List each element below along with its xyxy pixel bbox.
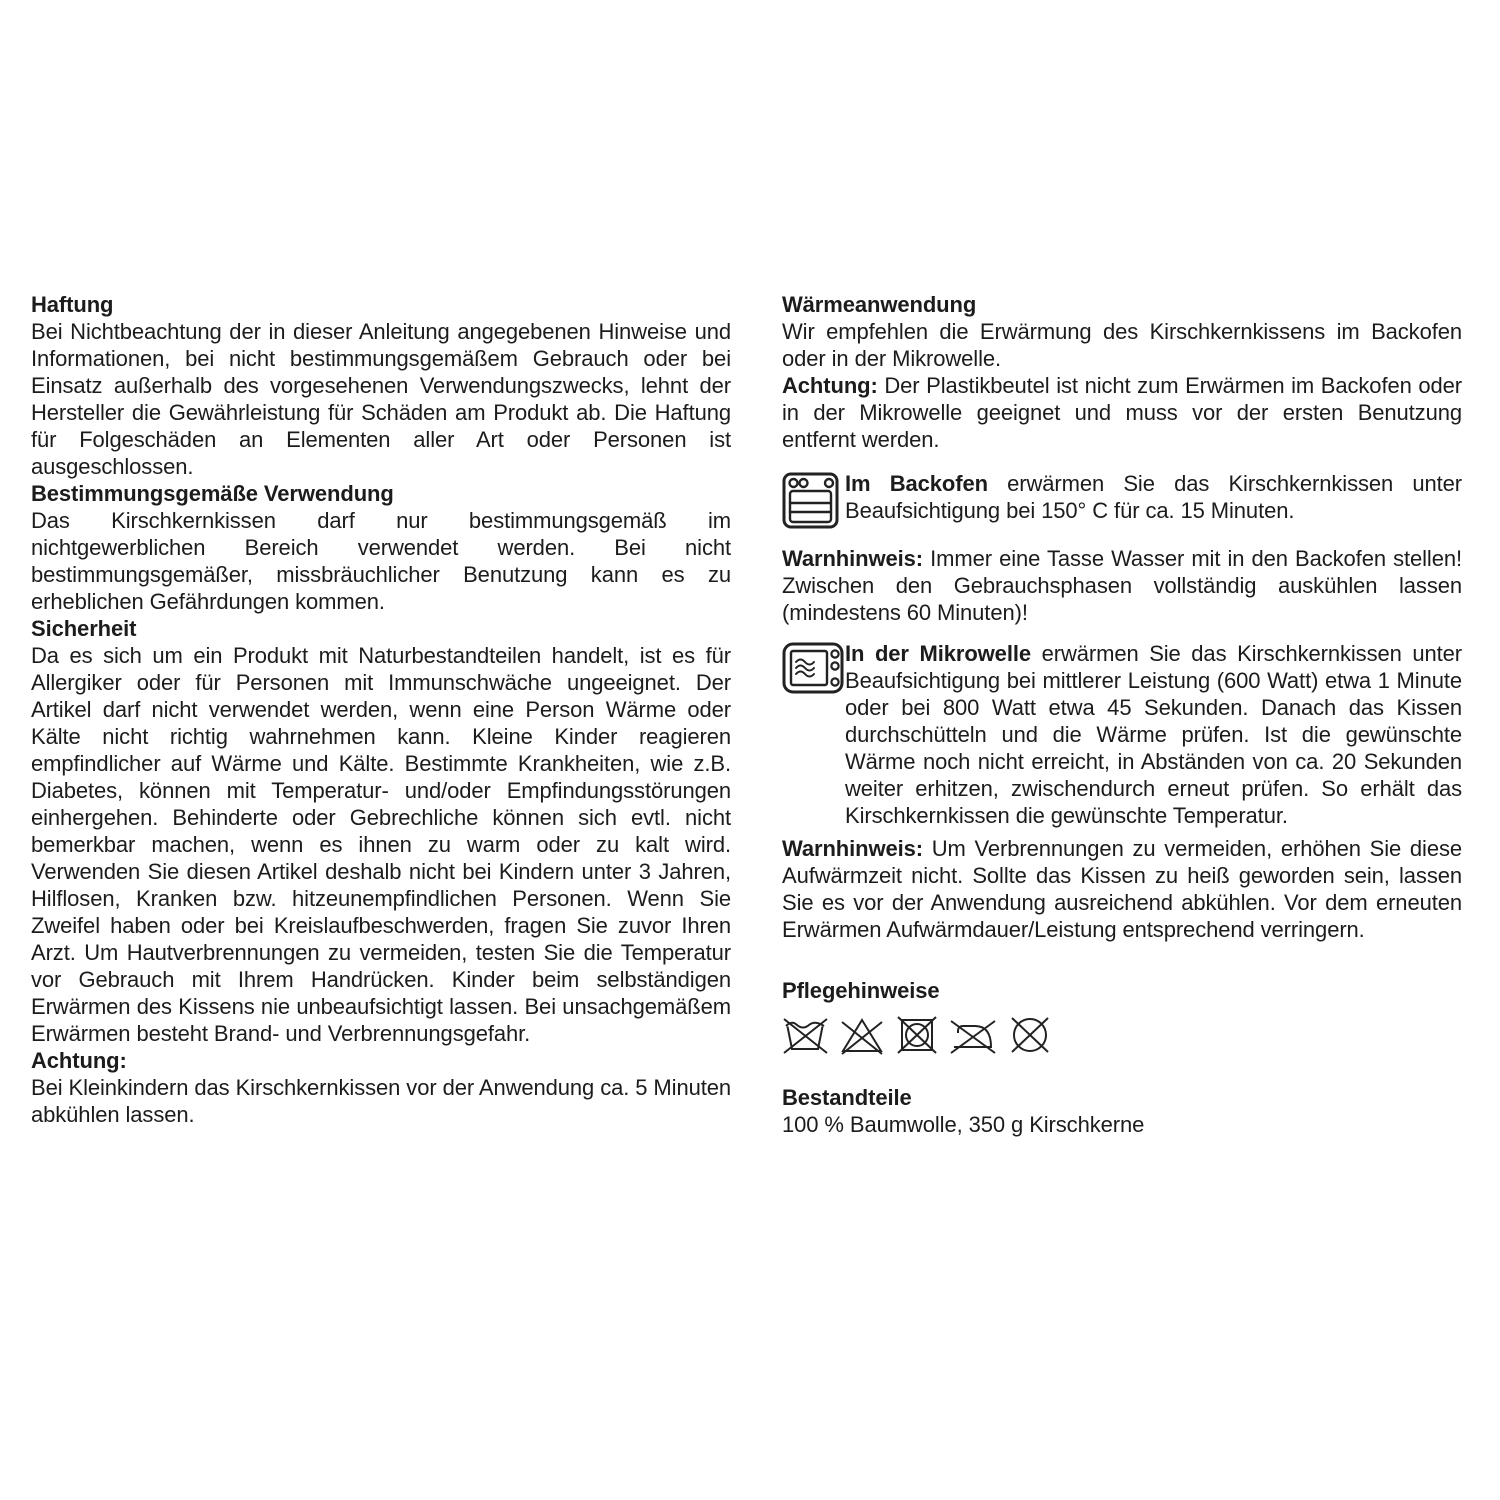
microwave-instruction [782,640,1462,829]
oven-text [845,470,1462,524]
warning-label: Warnhinweis: [782,546,923,571]
microwave-body: erwärmen Sie das Kirschkernkissen unter Beaufsichtigung bei mittlerer Leistung (600 Watt) etwa 1 Minute oder bei 800 Watt etwa 45 Sekunden. Danach das Kissen durchschütteln und die Wärme prüfen. Ist die gewünschte Wärme noch nicht erreicht, in Abständen von ca. 20 Sekunden weiter erhitzen, zwischendurch erneut prüfen. So erhält das Kirschkernkissen die gewünschte Temperatur. [845,641,1463,828]
oven-body: erwärmen Sie das Kirschkernkissen unter Beaufsichtigung bei 150° C für ca. 15 Minuten. [845,471,1462,523]
do-not-dry-clean-icon [1006,1013,1054,1057]
section-bestimmungsgemaesse-verwendung [31,480,731,615]
achtung-label: Achtung: [782,373,878,398]
section-heading: Bestimmungsgemäße Verwendung [31,481,394,506]
achtung-paragraph [782,372,1462,453]
bestandteile-heading: Bestandteile [782,1085,912,1110]
warning-label: Warnhinweis: [782,836,923,861]
left-column [31,291,731,1128]
section-heading: Achtung: [31,1048,127,1073]
section-haftung [31,291,731,480]
care-symbols [782,1013,1462,1057]
section-heading: Haftung [31,292,114,317]
microwave-text [845,640,1462,829]
do-not-wash-icon [782,1013,830,1057]
warning-microwave-paragraph [782,835,1462,943]
waermeanwendung-heading: Wärmeanwendung [782,292,977,317]
waermeanwendung-intro: Wir empfehlen die Erwärmung des Kirschkernkissens im Backofen oder in der Mikrowelle. [782,319,1462,371]
section-achtung [31,1047,731,1128]
oven-instruction [782,470,1462,535]
bestandteile-text: 100 % Baumwolle, 350 g Kirschkerne [782,1112,1145,1137]
do-not-iron-icon [949,1013,997,1057]
section-body: Bei Kleinkindern das Kirschkernkissen vor der Anwendung ca. 5 Minuten abkühlen lassen. [31,1075,731,1127]
warning-text: Immer eine Tasse Wasser mit in den Backofen stellen! Zwischen den Gebrauchsphasen vollständig auskühlen lassen (mindestens 60 Minuten)! [782,546,1462,625]
warning-text: Um Verbrennungen zu vermeiden, erhöhen Sie diese Aufwärmzeit nicht. Sollte das Kissen zu heiß geworden sein, lassen Sie es vor der Anwendung ausreichend abkühlen. Vor dem erneuten Erwärmen Aufwärmdauer/Leistung entsprechend verringern. [782,836,1462,942]
do-not-bleach-icon [839,1013,885,1057]
section-body: Bei Nichtbeachtung der in dieser Anleitung angegebenen Hinweise und Informationen, bei nicht bestimmungsgemäßem Gebrauch oder bei Einsatz außerhalb des vorgesehenen Verwendungszwecks, lehnt der Hersteller die Gewährleistung für Schäden am Produkt ab. Die Haftung für Folgeschäden an Elementen aller Art oder Personen ist ausgeschlossen. [31,319,731,479]
section-heading: Sicherheit [31,616,137,641]
microwave-icon [782,640,845,700]
do-not-tumble-dry-icon [894,1013,940,1057]
oven-label: Im Backofen [845,471,988,496]
right-column [782,291,1462,1138]
section-sicherheit [31,615,731,1047]
section-body: Da es sich um ein Produkt mit Naturbestandteilen handelt, ist es für Allergiker oder für Personen mit Immunschwäche ungeeignet. Der Artikel darf nicht verwendet werden, wenn eine Person Wärme oder Kälte nicht richtig wahrnehmen kann. Kleine Kinder reagieren empfindlicher auf Wärme und Kälte. Bestimmte Krankheiten, wie z.B. Diabetes, können mit Temperatur- und/oder Empfindungsstörungen einhergehen. Behinderte oder Gebrechliche können sich evtl. nicht bemerkbar machen, wenn es ihnen zu warm oder zu kalt wird. Verwenden Sie diesen Artikel deshalb nicht bei Kindern unter 3 Jahren, Hilflosen, Kranken bzw. hitzeunempfindlichen Personen. Wenn Sie Zweifel haben oder bei Kreislaufbeschwerden, fragen Sie zuvor Ihren Arzt. Um Hautverbrennungen zu vermeiden, testen Sie die Temperatur vor Gebrauch mit Ihrem Handrücken. Kinder beim selbständigen Erwärmen des Kissens nie unbeaufsichtigt lassen. Bei unsachgemäßem Erwärmen besteht Brand- und Verbrennungsgefahr. [31,643,731,1046]
oven-icon [782,470,845,535]
microwave-label: In der Mikrowelle [845,641,1031,666]
pflegehinweise-heading: Pflegehinweise [782,978,940,1003]
warning-oven-paragraph [782,545,1462,626]
section-body: Das Kirschkernkissen darf nur bestimmungsgemäß im nichtgewerblichen Bereich verwendet werden. Bei nicht bestimmungsgemäßer, missbräuchlicher Benutzung kann es zu erheblichen Gefährdungen kommen. [31,508,731,614]
achtung-text: Der Plastikbeutel ist nicht zum Erwärmen im Backofen oder in der Mikrowelle geeignet und muss vor der ersten Benutzung entfernt werden. [782,373,1462,452]
